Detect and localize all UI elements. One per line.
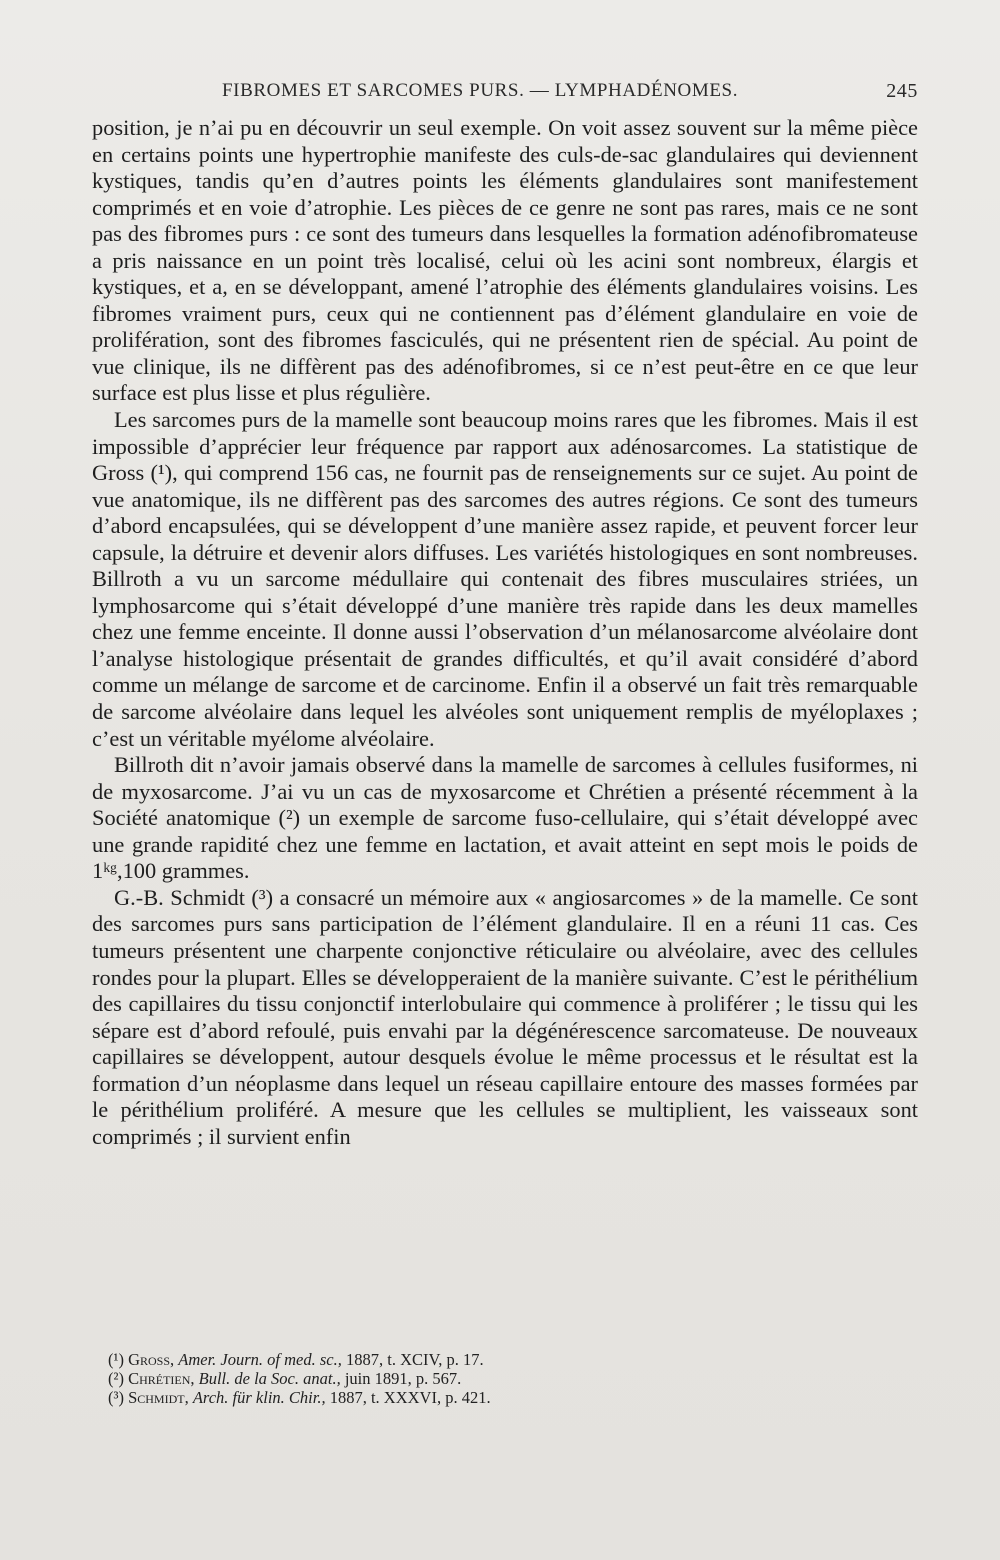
running-header xyxy=(92,80,918,110)
footnote-details: juin 1891, p. 567. xyxy=(344,1369,462,1388)
paragraph-schmidt: G.-B. Schmidt (³) a consacré un mémoire aux « angiosarcomes » de la mamelle. Ce sont des sarcomes purs sans participation de l’élément glandulaire. Il en a réuni 11 cas. Ces tumeurs présentent une charpente conjonctive réticulaire ou alvéolaire, avec des cellules rondes pour la plupart. Elles se développeraient de la manière suivante. C’est le périthélium des capillaires du tissu conjonctif interlobulaire qui commence à proliférer ; le tissu qui les sépare est d’abord refoulé, puis envahi par la dégénérescence sarcomateuse. De nouveaux capillaires se développent, autour desquels évolue le même processus et le résultat est la formation d’un néoplasme dans lequel un réseau capillaire entoure des masses formées par le périthélium proliféré. A mesure que les cellules se multiplient, les vaisseaux sont comprimés ; il survient enfin xyxy=(92,884,918,1149)
footnotes xyxy=(108,1350,808,1407)
footnote-mark: (¹) xyxy=(108,1350,124,1369)
footnote-details: 1887, t. XXXVI, p. 421. xyxy=(329,1388,491,1407)
body-text xyxy=(92,115,918,1150)
footnote-source: Amer. Journ. of med. sc., xyxy=(178,1350,342,1369)
footnote-author: Chrétien, xyxy=(128,1369,195,1388)
running-title: FIBROMES ET SARCOMES PURS. — LYMPHADÉNOMES. xyxy=(222,80,739,101)
footnote-mark: (³) xyxy=(108,1388,124,1407)
footnote-author: Gross, xyxy=(128,1350,175,1369)
footnote-source: Bull. de la Soc. anat., xyxy=(198,1369,341,1388)
paragraph-sarcomes-purs: Les sarcomes purs de la mamelle sont beaucoup moins rares que les fibromes. Mais il est impossible d’apprécier leur fréquence par rapport aux adénosarcomes. La statistique de Gross (¹), qui comprend 156 cas, ne fournit pas de renseignements sur ce sujet. Au point de vue anatomique, ils ne diffèrent pas des sarcomes des autres régions. Ce sont des tumeurs d’abord encapsulées, qui se développent d’une manière assez rapide, et peuvent forcer leur capsule, la détruire et devenir alors diffuses. Les variétés histologiques en sont nombreuses. Billroth a vu un sarcome médullaire qui contenait des fibres musculaires striées, un lymphosarcome qui s’était développé d’une manière très rapide dans les deux mamelles chez une femme enceinte. Il donne aussi l’observation d’un mélanosarcome alvéolaire dont l’analyse histologique présentait de grandes difficultés, et qu’il avait considéré d’abord comme un mélange de sarcome et de carcinome. Enfin il a observé un fait très remarquable de sarcome alvéolaire dans lequel les alvéoles sont uniquement remplis de myéloplaxes ; c’est un véritable myélome alvéolaire. xyxy=(92,407,918,751)
paragraph-continuation: position, je n’ai pu en découvrir un seul exemple. On voit assez souvent sur la même pièce en certains points une hypertrophie manifeste des culs-de-sac glandulaires qui deviennent kystiques, tandis qu’en d’autres points les éléments glandulaires sont manifestement comprimés et en voie d’atrophie. Les pièces de ce genre ne sont pas rares, mais ce ne sont pas des fibromes purs : ce sont des tumeurs dans lesquelles la formation adénofibromateuse a pris naissance en un point très localisé, celui où les acini sont nombreux, élargis et kystiques, et a, en se développant, amené l’atrophie des éléments glandulaires voisins. Les fibromes vraiment purs, ceux qui ne contiennent pas d’élément glandulaire en voie de prolifération, sont des fibromes fasciculés, qui ne présentent rien de spécial. Au point de vue clinique, ils ne diffèrent pas des adénofibromes, si ce n’est peut-être en ce que leur surface est plus lisse et plus régulière. xyxy=(92,115,918,406)
footnote-1 xyxy=(108,1350,808,1369)
footnote-source: Arch. für klin. Chir., xyxy=(192,1388,326,1407)
page-number: 245 xyxy=(886,80,918,102)
footnote-2 xyxy=(108,1369,808,1388)
footnote-mark: (²) xyxy=(108,1369,124,1388)
footnote-details: 1887, t. XCIV, p. 17. xyxy=(345,1350,484,1369)
footnote-author: Schmidt, xyxy=(128,1388,189,1407)
paragraph-billroth: Billroth dit n’avoir jamais observé dans la mamelle de sarcomes à cellules fusiformes, ni de myxosarcome. J’ai vu un cas de myxosarcome et Chrétien a présenté récemment à la Société anatomique (²) un exemple de sarcome fuso-cellulaire, qui s’était développé avec une grande rapidité chez une femme en lactation, et avait atteint en sept mois le poids de 1ᵏᵍ,100 grammes. xyxy=(92,752,918,884)
footnote-3 xyxy=(108,1388,808,1407)
